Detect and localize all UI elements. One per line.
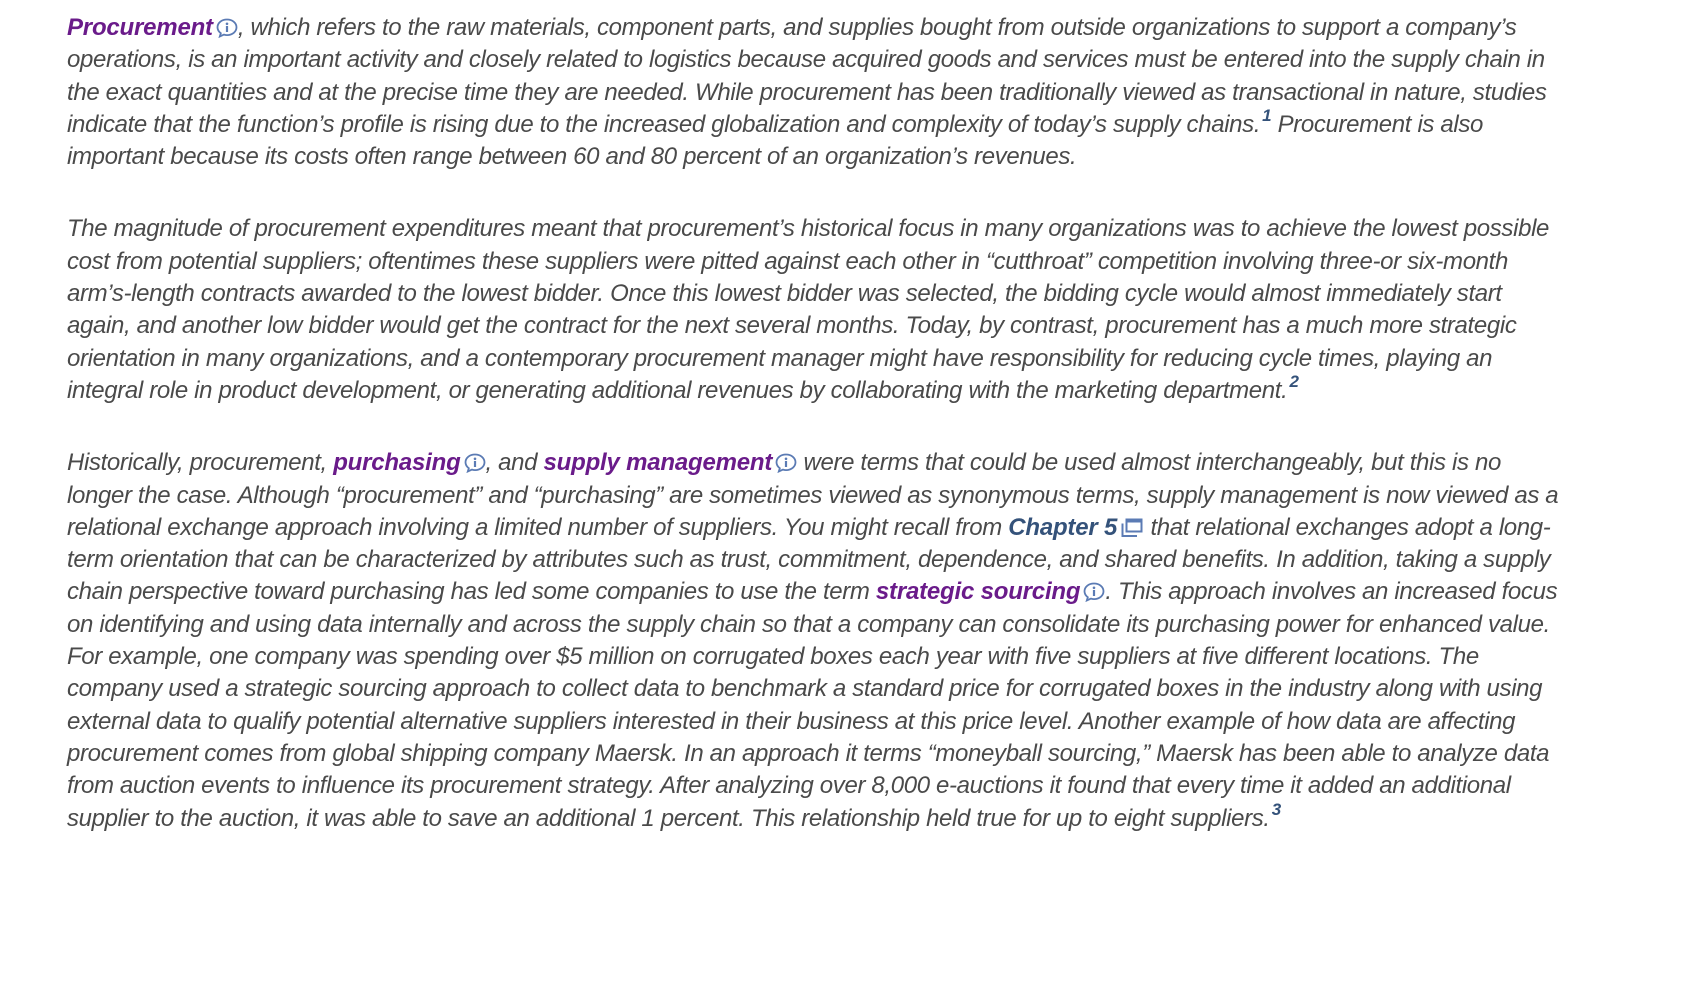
footnote-ref-3[interactable]: 3 (1271, 799, 1281, 819)
glossary-info-icon[interactable] (464, 453, 486, 473)
footnote-ref-2[interactable]: 2 (1289, 371, 1299, 391)
glossary-info-icon[interactable] (216, 18, 238, 38)
chapter-5-link[interactable]: Chapter 5 (1008, 513, 1118, 541)
paragraph-procurement-history (67, 213, 1567, 407)
paragraph-text: that relational exchanges adopt a long-term orientation that can be characterized by attributes such as trust, commitment, dependence, and shared benefits. In addition, taking a supply chain perspective toward purchasing has led some companies to use the term (67, 513, 1551, 606)
paragraph-text: The magnitude of procurement expenditures meant that procurement’s historical focus in many organizations was to achieve the lowest possible cost from potential suppliers; oftentimes these suppliers were pitted against each other in “cutthroat” competition involving three-or six-month arm’s-length contracts awarded to the lowest bidder. Once this lowest bidder was selected, the bidding cycle would almost immediately start again, and another low bidder would get the contract for the next several months. Today, by contrast, procurement has a much more strategic orientation in many organizations, and a contemporary procurement manager might have responsibility for reducing cycle times, playing an integral role in product development, or generating additional revenues by collaborating with the marketing department. (67, 215, 1550, 404)
paragraph-text: Procurement is also important because its costs often range between 60 and 80 percent of an organization’s revenues. (67, 110, 1484, 171)
glossary-info-icon[interactable] (775, 453, 797, 473)
glossary-info-icon[interactable] (1083, 582, 1105, 602)
footnote-ref-1[interactable]: 1 (1262, 105, 1272, 125)
paragraph-text: , and (485, 449, 544, 477)
document-body (67, 12, 1567, 875)
glossary-term-strategic-sourcing[interactable]: strategic sourcing (875, 578, 1081, 606)
glossary-term-supply-management[interactable]: supply management (543, 449, 773, 477)
paragraph-text: , which refers to the raw materials, component parts, and supplies bought from outside organizations to support a company’s operations, is an important activity and closely related to logistics because acquired goods and services must be entered into the supply chain in the exact quantities and at the precise time they are needed. While procurement has been traditionally viewed as transactional in nature, studies indicate that the function’s profile is rising due to the increased globalization and complexity of today’s supply chains. (67, 14, 1547, 138)
glossary-term-procurement[interactable]: Procurement (67, 14, 213, 41)
paragraph-text: were terms that could be used almost interchangeably, but this is no longer the case. Although “procurement” and “purchasing” are sometimes viewed as synonymous terms, supply management is now viewed as a relational exchange approach involving a limited number of suppliers. You might recall from (67, 449, 1559, 541)
paragraph-text: Historically, procurement, (67, 449, 334, 477)
glossary-term-purchasing[interactable]: purchasing (333, 449, 461, 477)
paragraph-supply-management (67, 447, 1567, 835)
paragraph-procurement-definition (67, 12, 1567, 173)
open-window-icon[interactable] (1120, 518, 1144, 538)
paragraph-text: . This approach involves an increased focus on identifying and using data internally and across the supply chain so that a company can consolidate its purchasing power for enhanced value. For example, one company was spending over $5 million on corrugated boxes each year with five suppliers at five different locations. The company used a strategic sourcing approach to collect data to benchmark a standard price for corrugated boxes in the industry along with using external data to qualify potential alternative suppliers interested in their business at this price level. Another example of how data are affecting procurement comes from global shipping company Maersk. In an approach it terms “moneyball sourcing,” Maersk has been able to analyze data from auction events to influence its procurement strategy. After analyzing over 8,000 e-auctions it found that every time it added an additional supplier to the auction, it was able to save an additional 1 percent. This relationship held true for up to eight suppliers. (67, 578, 1558, 832)
